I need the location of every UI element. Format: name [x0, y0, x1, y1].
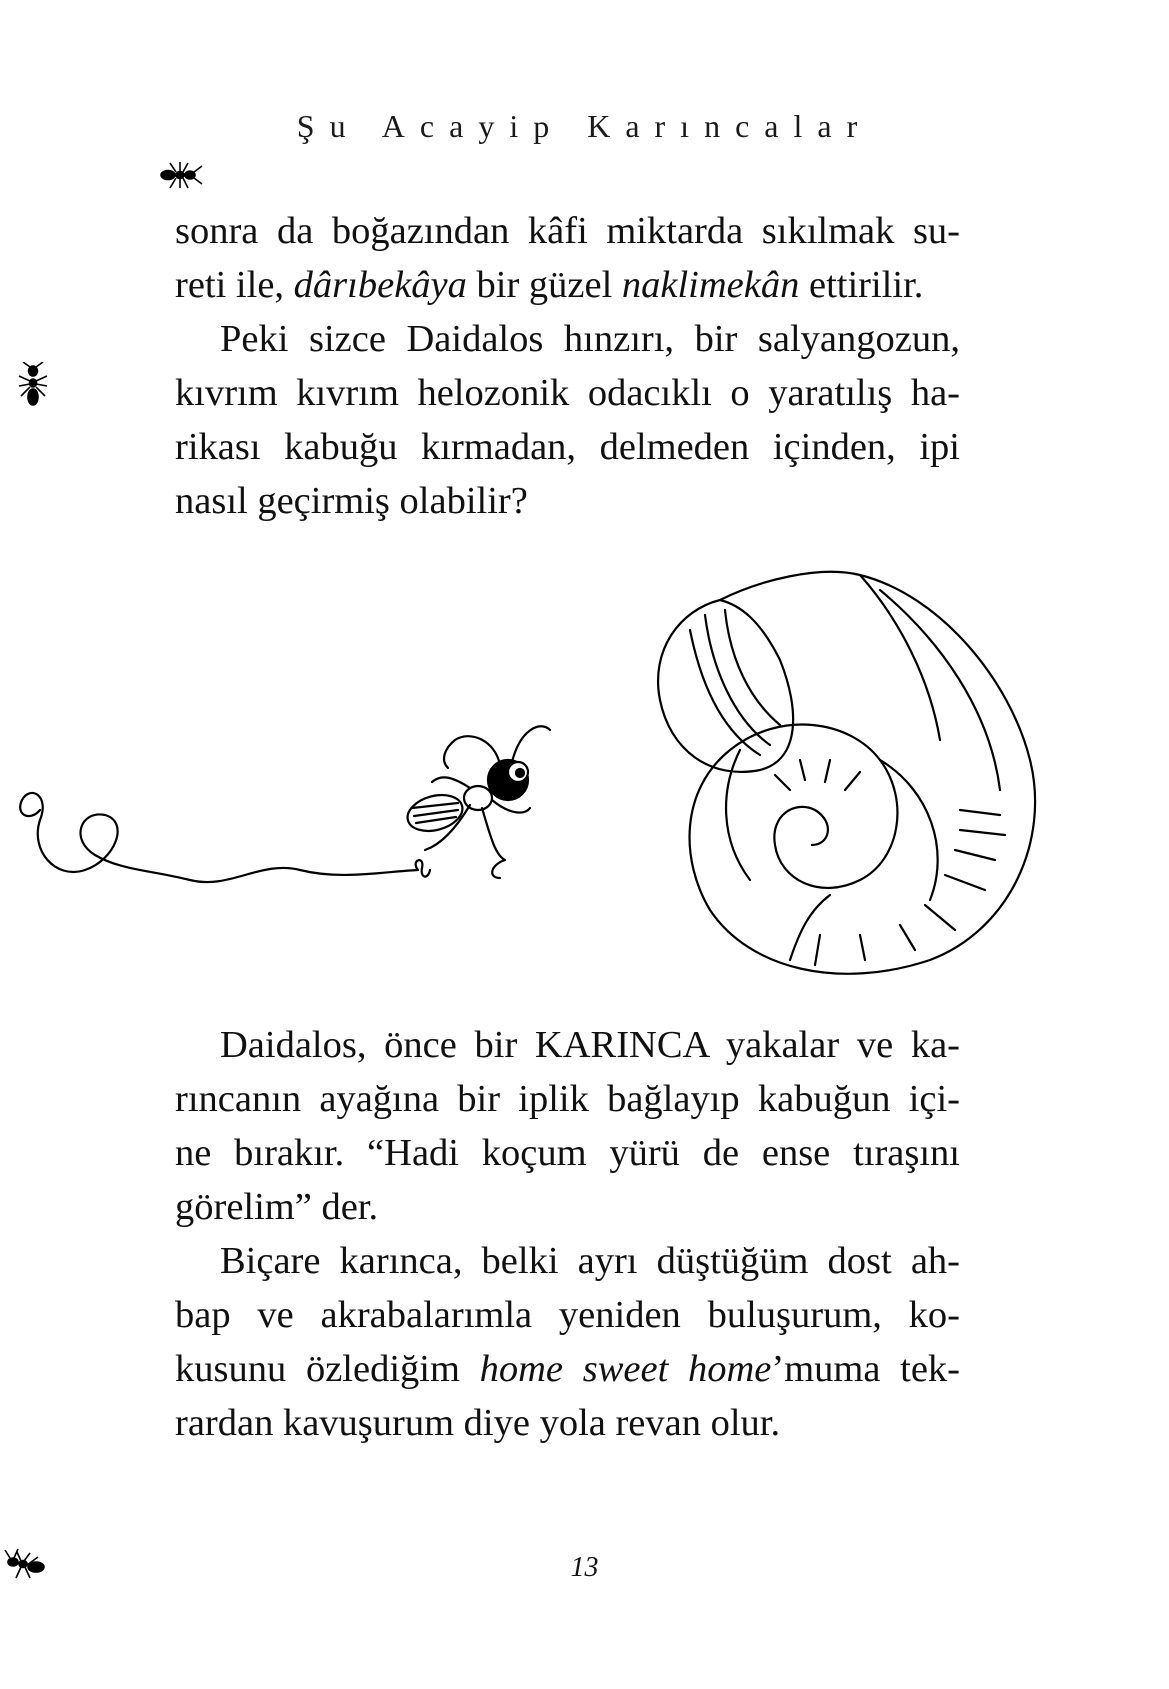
- text-line: sonra da boğazından kâfi miktarda sıkılmak su-: [175, 210, 960, 252]
- text-line: kusunu özlediğim home sweet home’muma tek-: [175, 1348, 960, 1390]
- ant-icon: [16, 362, 50, 410]
- text-line: ne bırakır. “Hadi koçum yürü de ense tıraşını: [175, 1132, 960, 1174]
- text-line: rıncanın ayağına bir iplik bağlayıp kabuğun içi-: [175, 1078, 960, 1120]
- text-line: rardan kavuşurum diye yola revan olur.: [175, 1402, 781, 1444]
- paragraph-question: [175, 312, 960, 528]
- page-number: 13: [570, 1552, 599, 1583]
- text-line: bap ve akrabalarımla yeniden buluşurum, ko-: [175, 1294, 960, 1336]
- text-line: nasıl geçirmiş olabilir?: [175, 480, 528, 522]
- paragraph-ant: [175, 1234, 960, 1450]
- running-title: Şu Acayip Karıncalar: [296, 108, 873, 144]
- text-line: Biçare karınca, belki ayrı düştüğüm dost ah-: [220, 1240, 960, 1282]
- ant-icon: [158, 160, 204, 190]
- thread-line: [20, 793, 418, 882]
- text-line: rikası kabuğu kırmadan, delmeden içinden, ipi: [175, 426, 960, 468]
- text-line: reti ile, dârıbekâya bir güzel naklimekân ettirilir.: [175, 264, 924, 306]
- text-line: Peki sizce Daidalos hınzırı, bir salyangozun,: [220, 318, 960, 360]
- text-line: kıvrım kıvrım helozonik odacıklı o yaratılış ha-: [175, 372, 960, 414]
- ant-and-snail-shell-drawing: [0, 560, 1169, 1010]
- text-line: görelim” der.: [175, 1186, 379, 1228]
- text-line: Daidalos, önce bir KARINCA yakalar ve ka-: [220, 1024, 960, 1066]
- paragraph-daidalos: [175, 1018, 960, 1234]
- paragraph-continuation: [175, 204, 960, 312]
